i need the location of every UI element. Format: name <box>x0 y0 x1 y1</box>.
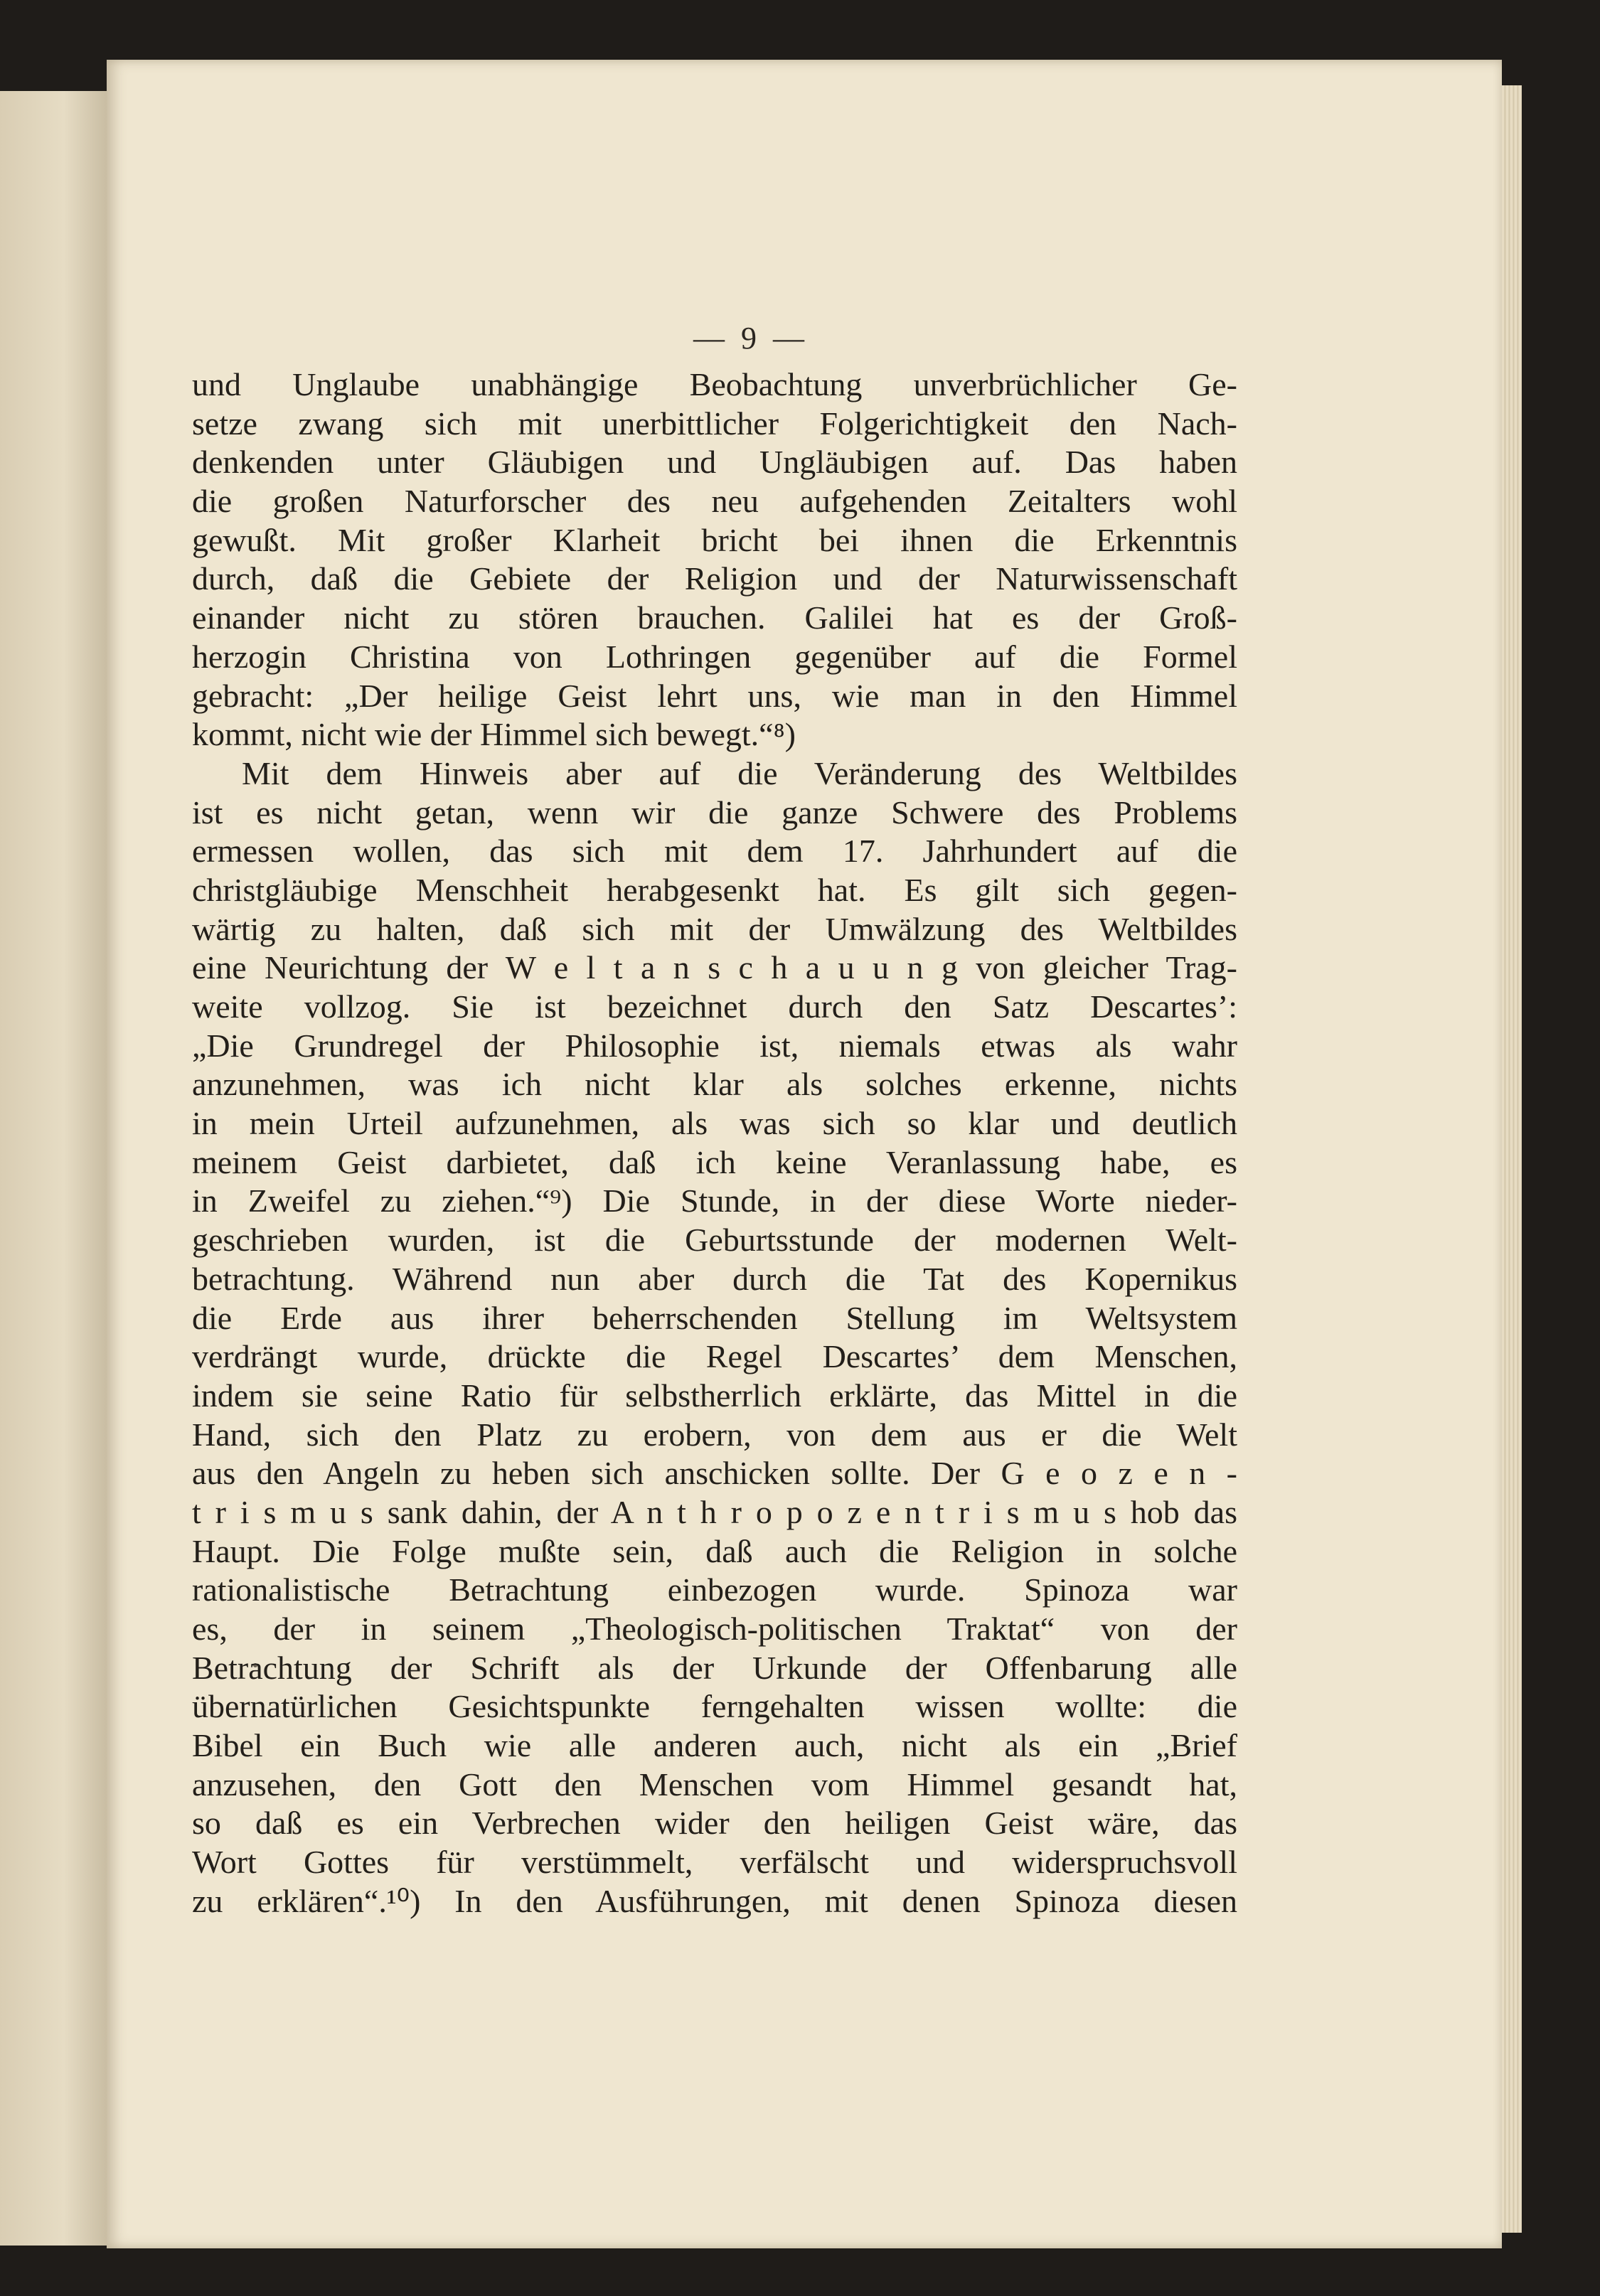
text-line: wärtig zu halten, daß sich mit der Umwälzung des Weltbildes <box>192 910 1237 947</box>
text-line: betrachtung. Während nun aber durch die Tat des Kopernikus <box>192 1260 1237 1297</box>
page-number: — 9 — <box>693 321 809 356</box>
text-line: „Die Grundregel der Philosophie ist, niemals etwas als wahr <box>192 1027 1237 1064</box>
text-line: anzunehmen, was ich nicht klar als solches erkenne, nichts <box>192 1066 1237 1103</box>
text-line: Betrachtung der Schrift als der Urkunde der Offenbarung alle <box>192 1649 1237 1686</box>
text-line: geschrieben wurden, ist die Geburtsstunde der modernen Welt- <box>192 1222 1237 1259</box>
text-line: ermessen wollen, das sich mit dem 17. Jahrhundert auf die <box>192 833 1237 870</box>
text-line: so daß es ein Verbrechen wider den heiligen Geist wäre, das <box>192 1805 1237 1842</box>
text-line: es, der in seinem „Theologisch-politischen Traktat“ von der <box>192 1611 1237 1647</box>
text-line: Mit dem Hinweis aber auf die Veränderung des Weltbildes <box>242 754 1237 791</box>
text-line: weite vollzog. Sie ist bezeichnet durch den Satz Descartes’: <box>192 988 1237 1025</box>
text-line: Haupt. Die Folge mußte sein, daß auch die Religion in solche <box>192 1532 1237 1569</box>
text-line: die Erde aus ihrer beherrschenden Stellung im Weltsystem <box>192 1299 1237 1336</box>
text-line: verdrängt wurde, drückte die Regel Descartes’ dem Menschen, <box>192 1338 1237 1375</box>
text-line: einander nicht zu stören brauchen. Galilei hat es der Groß- <box>192 599 1237 636</box>
text-line: die großen Naturforscher des neu aufgehenden Zeitalters wohl <box>192 483 1237 520</box>
text-line: Hand, sich den Platz zu erobern, von dem aus er die Welt <box>192 1416 1237 1453</box>
text-line: gebracht: „Der heilige Geist lehrt uns, wie man in den Himmel <box>192 677 1237 714</box>
text-line: übernatürlichen Gesichtspunkte ferngehalten wissen wollte: die <box>192 1688 1237 1725</box>
text-line: rationalistische Betrachtung einbezogen wurde. Spinoza war <box>192 1571 1237 1608</box>
text-line: Bibel ein Buch wie alle anderen auch, nicht als ein „Brief <box>192 1727 1237 1764</box>
text-line: indem sie seine Ratio für selbstherrlich erklärte, das Mittel in die <box>192 1377 1237 1414</box>
body-text <box>192 365 1237 1921</box>
text-line: eine Neurichtung der W e l t a n s c h a u u n g von gleicher Trag- <box>192 949 1237 986</box>
text-line: und Unglaube unabhängige Beobachtung unverbrüchlicher Ge- <box>192 366 1237 402</box>
text-line: zu erklären“.¹⁰) In den Ausführungen, mit denen Spinoza diesen <box>192 1882 1237 1919</box>
text-line: kommt, nicht wie der Himmel sich bewegt.“⁸) <box>192 716 796 753</box>
page-stack-edge <box>1502 85 1522 2233</box>
text-line: t r i s m u s sank dahin, der A n t h r o p o z e n t r i s m u s hob das <box>192 1493 1237 1530</box>
text-line: gewußt. Mit großer Klarheit bricht bei ihnen die Erkenntnis <box>192 521 1237 558</box>
text-line: aus den Angeln zu heben sich anschicken sollte. Der G e o z e n - <box>192 1455 1237 1492</box>
text-line: setze zwang sich mit unerbittlicher Folgerichtigkeit den Nach- <box>192 405 1237 442</box>
text-line: durch, daß die Gebiete der Religion und der Naturwissenschaft <box>192 560 1237 597</box>
text-line: ist es nicht getan, wenn wir die ganze Schwere des Problems <box>192 794 1237 831</box>
text-line: herzogin Christina von Lothringen gegenüber auf die Formel <box>192 638 1237 675</box>
facing-page-edge <box>0 91 107 2246</box>
text-line: christgläubige Menschheit herabgesenkt hat. Es gilt sich gegen- <box>192 871 1237 908</box>
text-line: denkenden unter Gläubigen und Ungläubigen auf. Das haben <box>192 444 1237 481</box>
text-line: Wort Gottes für verstümmelt, verfälscht und widerspruchsvoll <box>192 1844 1237 1881</box>
text-line: in mein Urteil aufzunehmen, als was sich so klar und deutlich <box>192 1105 1237 1142</box>
text-line: anzusehen, den Gott den Menschen vom Himmel gesandt hat, <box>192 1766 1237 1803</box>
text-line: meinem Geist darbietet, daß ich keine Veranlassung habe, es <box>192 1143 1237 1180</box>
text-line: in Zweifel zu ziehen.“⁹) Die Stunde, in der diese Worte nieder- <box>192 1182 1237 1219</box>
